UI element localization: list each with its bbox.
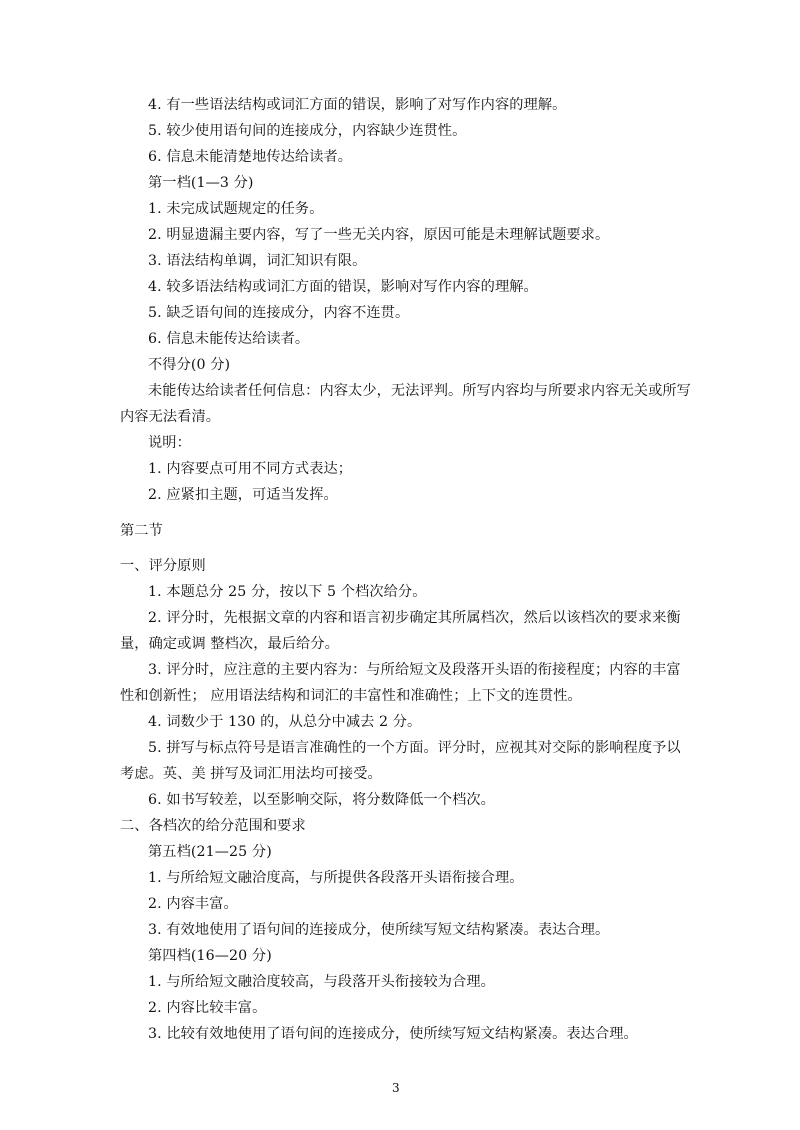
section-heading: 第四档(16—20 分) (148, 948, 272, 964)
text-line: 6. 如书写较差，以至影响交际，将分数降低一个档次。 (148, 792, 495, 808)
note-heading: 说明： (148, 435, 191, 451)
text-line: 1. 未完成试题规定的任务。 (148, 201, 324, 217)
text-line: 6. 信息未能清楚地传达给读者。 (148, 149, 353, 165)
text-line: 考虑。英、美 拼写及词汇用法均可接受。 (120, 766, 382, 782)
text-line: 2. 评分时，先根据文章的内容和语言初步确定其所属档次，然后以该档次的要求来衡 (148, 610, 681, 626)
text-line: 1. 与所给短文融洽度高，与所提供各段落开头语衔接合理。 (148, 870, 524, 886)
text-line: 3. 有效地使用了语句间的连接成分，使所续写短文结构紧凑。表达合理。 (148, 922, 610, 938)
text-line: 3. 评分时，应注意的主要内容为：与所给短文及段落开头语的衔接程度；内容的丰富 (148, 662, 681, 678)
text-line: 3. 比较有效地使用了语句间的连接成分，使所续写短文结构紧凑。表达合理。 (148, 1026, 638, 1042)
section-title: 第二节 (120, 523, 163, 539)
text-line: 2. 应紧扣主题，可适当发挥。 (148, 487, 338, 503)
text-line: 5. 缺乏语句间的连接成分，内容不连贯。 (148, 305, 410, 321)
text-line: 4. 有一些语法结构或词汇方面的错误，影响了对写作内容的理解。 (148, 97, 567, 113)
page-number: 3 (392, 1081, 400, 1095)
text-line: 2. 内容丰富。 (148, 896, 238, 912)
text-line: 4. 词数少于 130 的，从总分中减去 2 分。 (148, 714, 422, 730)
text-line: 2. 明显遗漏主要内容，写了一些无关内容，原因可能是未理解试题要求。 (148, 227, 610, 243)
text-line: 3. 语法结构单调，词汇知识有限。 (148, 253, 367, 269)
section-heading: 一、评分原则 (120, 558, 206, 574)
text-line: 性和创新性； 应用语法结构和词汇的丰富性和准确性；上下文的连贯性。 (120, 688, 582, 704)
text-line: 5. 拼写与标点符号是语言准确性的一个方面。评分时，应视其对交际的影响程度予以 (148, 740, 681, 756)
text-line: 未能传达给读者任何信息：内容太少，无法评判。所写内容均与所要求内容无关或所写 (148, 383, 691, 399)
text-line: 1. 本题总分 25 分，按以下 5 个档次给分。 (148, 584, 427, 600)
text-line: 量，确定或调 整档次，最后给分。 (120, 636, 339, 652)
section-heading: 不得分(0 分) (148, 357, 231, 373)
text-line: 1. 内容要点可用不同方式表达； (148, 461, 353, 477)
text-line: 5. 较少使用语句间的连接成分，内容缺少连贯性。 (148, 123, 467, 139)
section-heading: 第五档(21—25 分) (148, 844, 272, 860)
text-line: 6. 信息未能传达给读者。 (148, 331, 310, 347)
text-line: 2. 内容比较丰富。 (148, 1000, 267, 1016)
section-heading: 第一档(1—3 分) (148, 175, 254, 191)
text-line: 4. 较多语法结构或词汇方面的错误，影响对写作内容的理解。 (148, 279, 538, 295)
text-line: 1. 与所给短文融洽度较高，与段落开头衔接较为合理。 (148, 974, 495, 990)
text-line: 内容无法看清。 (120, 409, 221, 425)
section-heading: 二、各档次的给分范围和要求 (120, 818, 306, 834)
